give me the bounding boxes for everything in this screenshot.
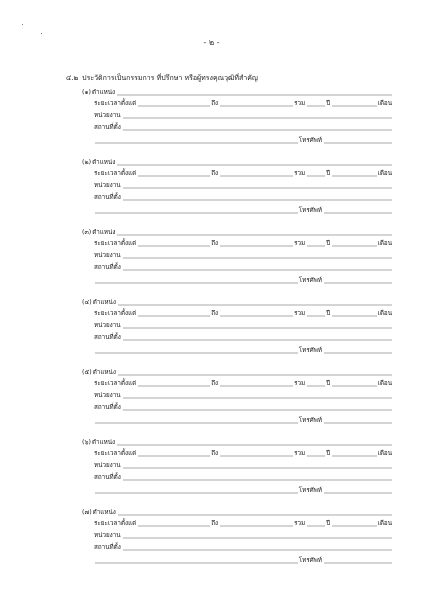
start-date-field[interactable] — [138, 315, 210, 317]
location-row — [94, 123, 393, 133]
total-label: รวม — [294, 100, 306, 107]
position-row — [82, 508, 393, 518]
location-label: สถานที่ตั้ง — [94, 404, 121, 411]
committee-entry — [0, 228, 423, 298]
agency-row — [94, 111, 393, 121]
committee-entry — [0, 298, 423, 368]
total-label: รวม — [294, 450, 306, 457]
phone-label: โทรศัพท์ — [298, 557, 322, 564]
end-date-field[interactable] — [220, 245, 293, 247]
agency-label: หน่วยงาน — [94, 252, 121, 259]
position-label: ตำแหน่ง — [91, 439, 116, 446]
years-field[interactable] — [307, 525, 325, 527]
end-date-field[interactable] — [220, 385, 293, 387]
end-date-field[interactable] — [220, 315, 293, 317]
position-row — [82, 228, 393, 238]
address-continuation-field[interactable] — [95, 352, 298, 354]
month-label: เดือน — [377, 100, 392, 107]
address-continuation-field[interactable] — [95, 492, 298, 494]
section-number: ๔.๒ — [66, 74, 79, 82]
entry-number: (๗) — [82, 509, 92, 516]
entry-number: (๔) — [82, 299, 92, 306]
phone-row — [94, 416, 393, 426]
committee-entry — [0, 88, 423, 158]
phone-label: โทรศัพท์ — [298, 417, 322, 424]
section-title: ประวัติการเป็นกรรมการ ที่ปรึกษา หรือผู้ทรงคุณวุฒิที่สำคัญ — [82, 74, 258, 82]
agency-row — [94, 181, 393, 191]
phone-row — [94, 346, 393, 356]
location-field[interactable] — [123, 409, 392, 411]
address-continuation-field[interactable] — [95, 212, 298, 214]
phone-field[interactable] — [324, 282, 392, 284]
entry-number: (๕) — [82, 369, 92, 376]
location-label: สถานที่ตั้ง — [94, 264, 121, 271]
phone-field[interactable] — [324, 422, 392, 424]
page-number: - ๒ - — [203, 38, 220, 47]
phone-label: โทรศัพท์ — [298, 487, 322, 494]
entry-number: (๑) — [82, 89, 91, 96]
position-label: ตำแหน่ง — [92, 159, 116, 166]
period-row — [94, 519, 393, 529]
months-field[interactable] — [332, 175, 376, 177]
months-field[interactable] — [332, 455, 376, 457]
agency-field[interactable] — [123, 467, 392, 469]
total-label: รวม — [294, 520, 306, 527]
years-field[interactable] — [307, 315, 325, 317]
position-label: ตำแหน่ง — [91, 89, 116, 96]
agency-row — [94, 391, 393, 401]
position-label: ตำแหน่ง — [92, 229, 116, 236]
to-label: ถึง — [211, 170, 219, 177]
entry-number: (๒) — [82, 159, 92, 166]
location-row — [94, 473, 393, 483]
end-date-field[interactable] — [220, 455, 293, 457]
months-field[interactable] — [332, 245, 376, 247]
period-row — [94, 169, 393, 179]
phone-field[interactable] — [324, 142, 392, 144]
committee-entry — [0, 438, 423, 508]
position-field[interactable] — [117, 234, 392, 236]
location-row — [94, 543, 393, 553]
year-label: ปี — [326, 310, 331, 317]
month-label: เดือน — [377, 450, 392, 457]
phone-field[interactable] — [324, 212, 392, 214]
agency-label: หน่วยงาน — [94, 392, 121, 399]
phone-label: โทรศัพท์ — [298, 207, 322, 214]
period-row — [94, 449, 393, 459]
start-date-field[interactable] — [138, 105, 210, 107]
phone-row — [94, 556, 393, 566]
agency-row — [94, 321, 393, 331]
scan-speck — [22, 24, 23, 25]
end-date-field[interactable] — [220, 525, 293, 527]
position-field[interactable] — [117, 444, 392, 446]
period-label: ระยะเวลาตั้งแต่ — [94, 450, 137, 457]
agency-field[interactable] — [123, 397, 392, 399]
position-label: ตำแหน่ง — [92, 509, 116, 516]
position-label: ตำแหน่ง — [92, 369, 116, 376]
position-field[interactable] — [117, 164, 392, 166]
period-row — [94, 239, 393, 249]
period-row — [94, 99, 393, 109]
position-field[interactable] — [118, 514, 392, 516]
location-label: สถานที่ตั้ง — [94, 544, 121, 551]
years-field[interactable] — [307, 385, 325, 387]
agency-field[interactable] — [123, 537, 392, 539]
position-row — [82, 158, 393, 168]
month-label: เดือน — [377, 380, 392, 387]
period-label: ระยะเวลาตั้งแต่ — [94, 520, 137, 527]
phone-label: โทรศัพท์ — [298, 277, 322, 284]
phone-label: โทรศัพท์ — [298, 137, 322, 144]
location-row — [94, 333, 393, 343]
start-date-field[interactable] — [138, 175, 210, 177]
to-label: ถึง — [211, 240, 219, 247]
months-field[interactable] — [332, 315, 376, 317]
address-continuation-field[interactable] — [95, 562, 298, 564]
location-field[interactable] — [123, 199, 392, 201]
year-label: ปี — [326, 380, 331, 387]
month-label: เดือน — [377, 240, 392, 247]
agency-row — [94, 251, 393, 261]
phone-row — [94, 276, 393, 286]
month-label: เดือน — [377, 310, 392, 317]
month-label: เดือน — [377, 520, 392, 527]
agency-field[interactable] — [123, 327, 392, 329]
address-continuation-field[interactable] — [95, 282, 298, 284]
position-field[interactable] — [117, 94, 392, 96]
agency-field[interactable] — [123, 187, 392, 189]
location-row — [94, 263, 393, 273]
entry-number: (๖) — [82, 439, 91, 446]
location-field[interactable] — [123, 479, 392, 481]
phone-field[interactable] — [324, 562, 392, 564]
period-row — [94, 309, 393, 319]
months-field[interactable] — [332, 105, 376, 107]
agency-row — [94, 461, 393, 471]
years-field[interactable] — [307, 245, 325, 247]
location-label: สถานที่ตั้ง — [94, 474, 121, 481]
total-label: รวม — [294, 170, 306, 177]
committee-entry — [0, 158, 423, 228]
to-label: ถึง — [211, 380, 219, 387]
total-label: รวม — [294, 310, 306, 317]
phone-row — [94, 136, 393, 146]
location-field[interactable] — [123, 339, 392, 341]
location-label: สถานที่ตั้ง — [94, 194, 121, 201]
to-label: ถึง — [211, 100, 219, 107]
year-label: ปี — [326, 450, 331, 457]
position-row — [82, 368, 393, 378]
committee-entry — [0, 508, 423, 578]
agency-label: หน่วยงาน — [94, 112, 121, 119]
start-date-field[interactable] — [138, 385, 210, 387]
position-field[interactable] — [118, 304, 392, 306]
agency-label: หน่วยงาน — [94, 182, 121, 189]
location-label: สถานที่ตั้ง — [94, 124, 121, 131]
agency-label: หน่วยงาน — [94, 462, 121, 469]
to-label: ถึง — [211, 520, 219, 527]
period-label: ระยะเวลาตั้งแต่ — [94, 310, 137, 317]
months-field[interactable] — [332, 525, 376, 527]
to-label: ถึง — [211, 310, 219, 317]
to-label: ถึง — [211, 450, 219, 457]
phone-label: โทรศัพท์ — [298, 347, 322, 354]
years-field[interactable] — [307, 175, 325, 177]
years-field[interactable] — [307, 455, 325, 457]
agency-field[interactable] — [123, 257, 392, 259]
total-label: รวม — [294, 240, 306, 247]
committee-entry — [0, 368, 423, 438]
entry-number: (๓) — [82, 229, 92, 236]
agency-field[interactable] — [123, 117, 392, 119]
start-date-field[interactable] — [138, 525, 210, 527]
year-label: ปี — [326, 240, 331, 247]
period-label: ระยะเวลาตั้งแต่ — [94, 240, 137, 247]
position-label: ตำแหน่ง — [92, 299, 116, 306]
year-label: ปี — [326, 170, 331, 177]
period-label: ระยะเวลาตั้งแต่ — [94, 380, 137, 387]
location-field[interactable] — [123, 549, 392, 551]
start-date-field[interactable] — [138, 455, 210, 457]
section-heading — [66, 73, 258, 84]
period-row — [94, 379, 393, 389]
agency-row — [94, 531, 393, 541]
location-row — [94, 403, 393, 413]
location-field[interactable] — [123, 269, 392, 271]
phone-field[interactable] — [324, 492, 392, 494]
year-label: ปี — [326, 100, 331, 107]
total-label: รวม — [294, 380, 306, 387]
months-field[interactable] — [332, 385, 376, 387]
location-field[interactable] — [123, 129, 392, 131]
address-continuation-field[interactable] — [95, 422, 298, 424]
location-row — [94, 193, 393, 203]
location-label: สถานที่ตั้ง — [94, 334, 121, 341]
agency-label: หน่วยงาน — [94, 532, 121, 539]
period-label: ระยะเวลาตั้งแต่ — [94, 100, 137, 107]
period-label: ระยะเวลาตั้งแต่ — [94, 170, 137, 177]
agency-label: หน่วยงาน — [94, 322, 121, 329]
position-row — [82, 298, 393, 308]
scan-speck — [41, 33, 42, 34]
phone-row — [94, 486, 393, 496]
years-field[interactable] — [307, 105, 325, 107]
phone-field[interactable] — [324, 352, 392, 354]
position-field[interactable] — [118, 374, 392, 376]
position-row — [82, 88, 393, 98]
phone-row — [94, 206, 393, 216]
address-continuation-field[interactable] — [95, 142, 298, 144]
year-label: ปี — [326, 520, 331, 527]
end-date-field[interactable] — [220, 175, 293, 177]
end-date-field[interactable] — [220, 105, 293, 107]
start-date-field[interactable] — [138, 245, 210, 247]
position-row — [82, 438, 393, 448]
month-label: เดือน — [377, 170, 392, 177]
